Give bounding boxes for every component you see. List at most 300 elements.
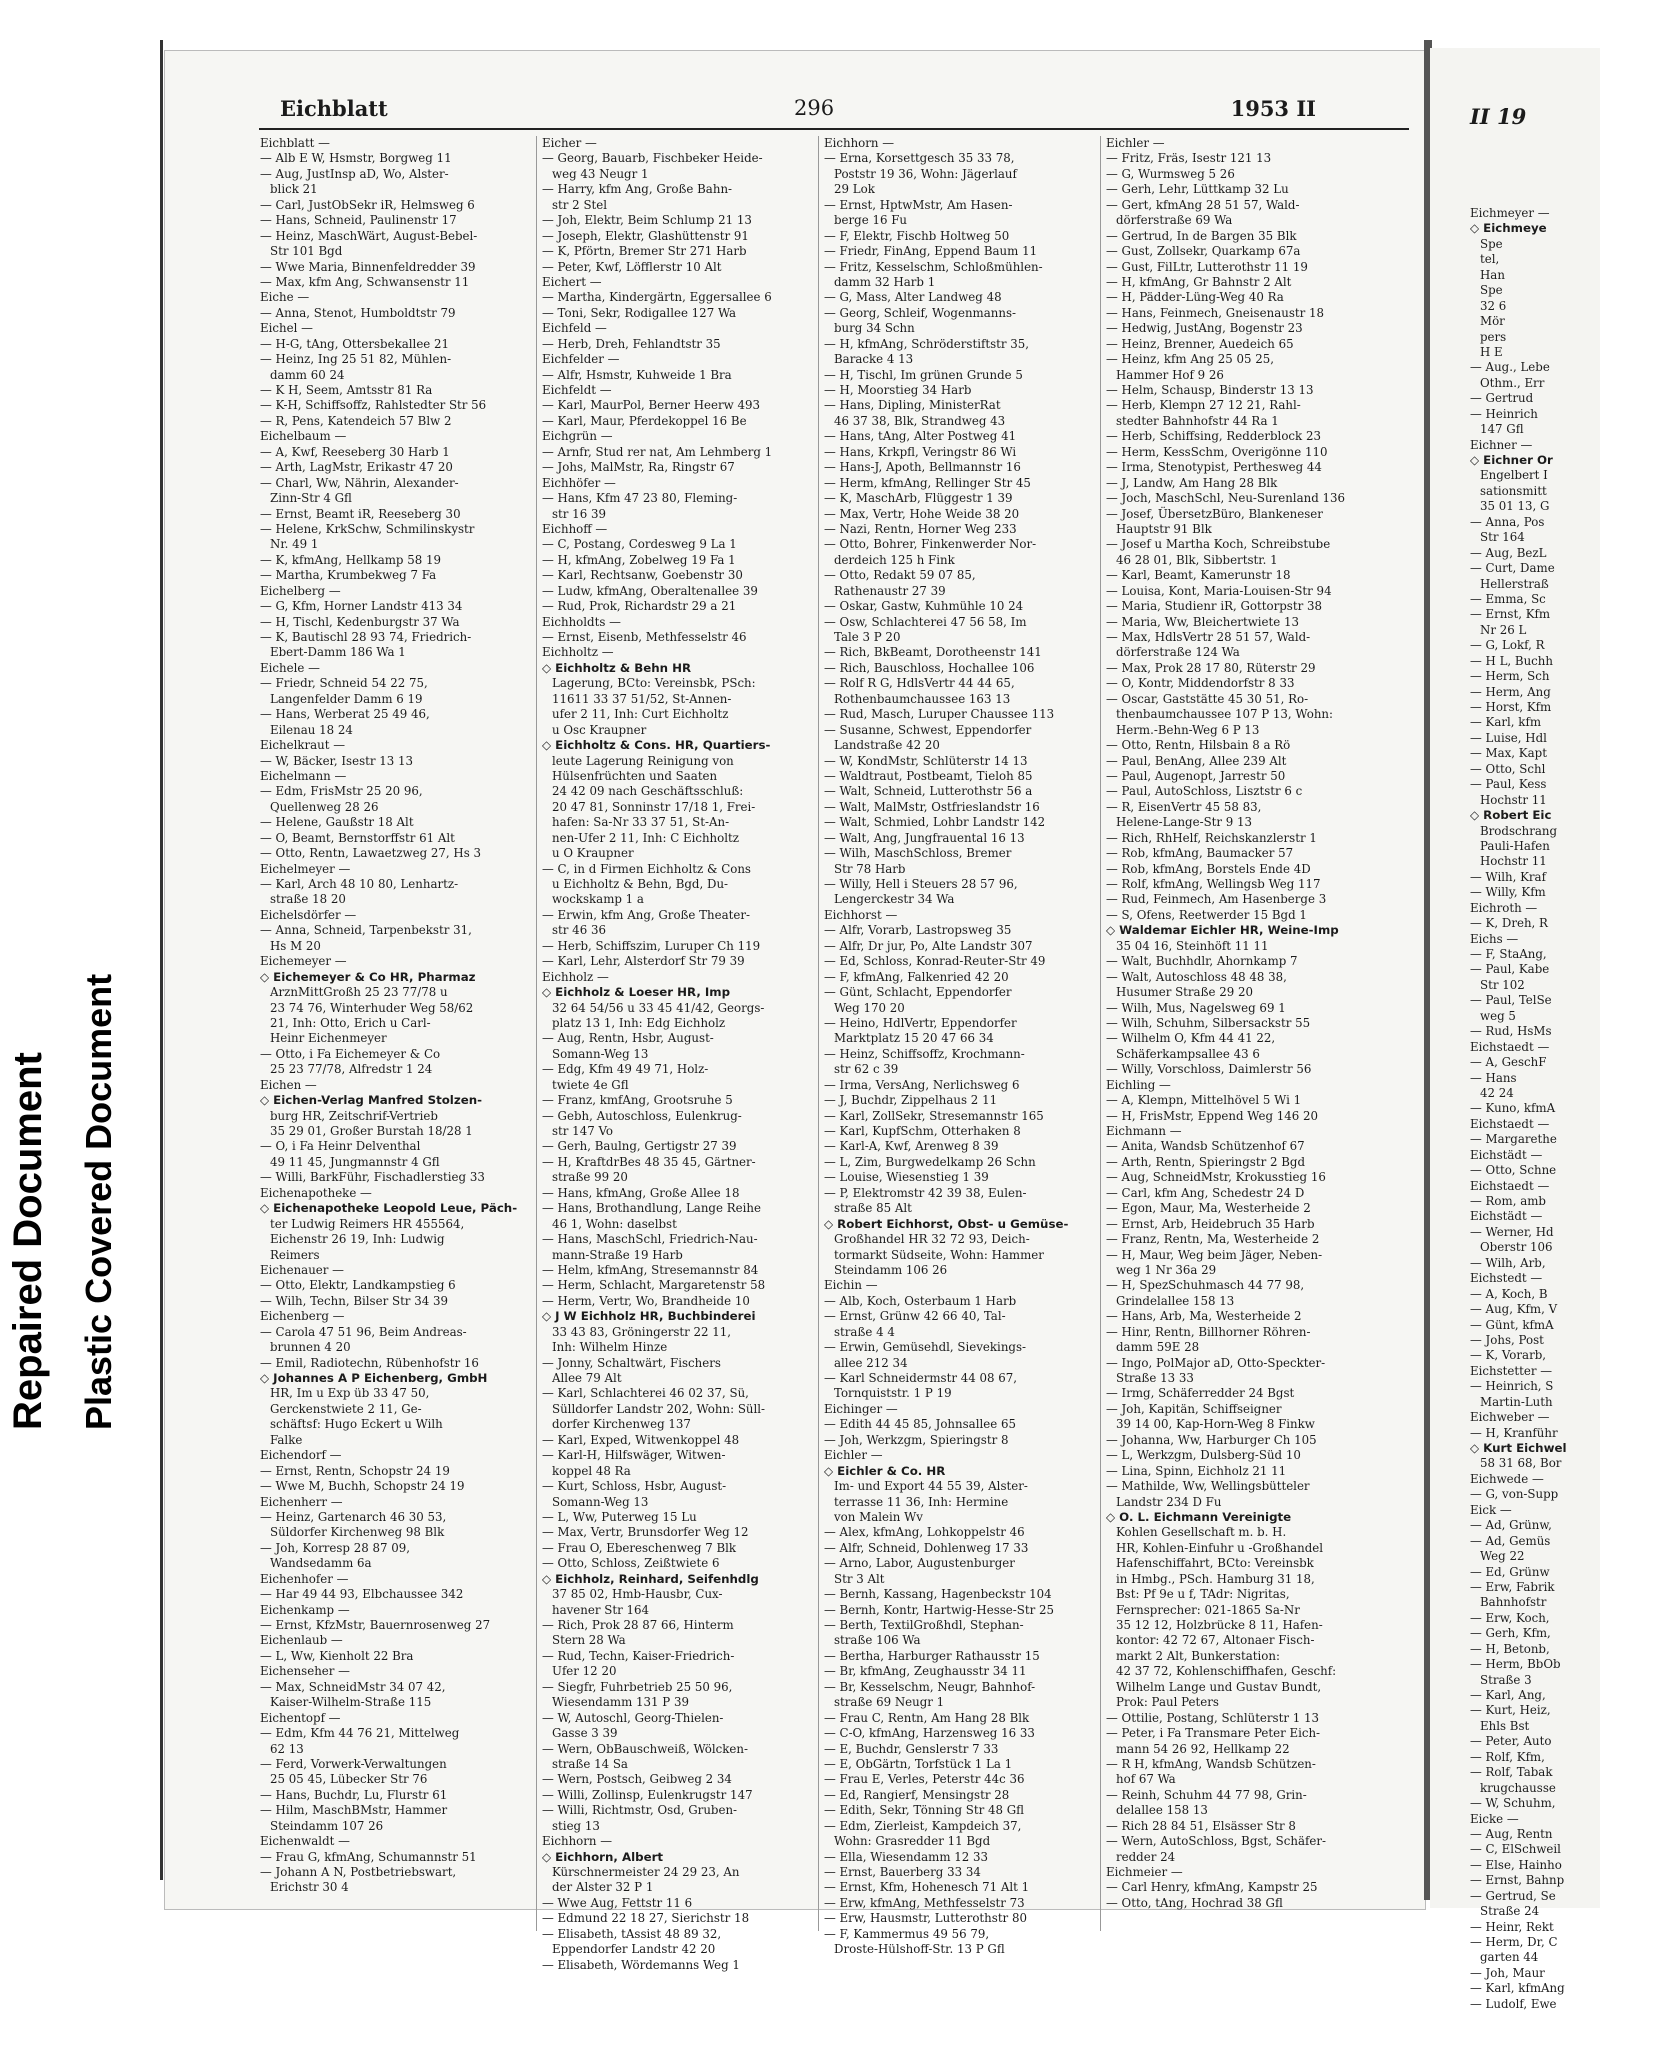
directory-entry-line: — Otto, tAng, Hochrad 38 Gfl	[1106, 1895, 1283, 1910]
directory-entry-line: Str 3 Alt	[834, 1571, 885, 1586]
directory-entry-line: — Joh, Kapitän, Schiffseigner	[1106, 1401, 1282, 1416]
directory-entry-line: — Ludolf, Ewe	[1470, 1996, 1557, 2011]
directory-entry-line: — Otto, Schl	[1470, 761, 1546, 776]
directory-entry-line: Eichenstr 26 19, Inh: Ludwig	[270, 1232, 445, 1247]
directory-entry-line: — Otto, Schloss, Zeißtwiete 6	[542, 1556, 720, 1571]
directory-entry-line: — H, Betonb,	[1470, 1641, 1550, 1656]
directory-entry-line: derdeich 125 h Fink	[834, 552, 955, 567]
directory-entry-line: — Paul, Kess	[1470, 777, 1547, 792]
directory-entry-line: — Arnfr, Stud rer nat, Am Lehmberg 1	[542, 444, 773, 459]
directory-entry-line: — Reinh, Schuhm 44 77 98, Grin-	[1106, 1787, 1307, 1802]
directory-entry-line: — Willi, Richtmstr, Osd, Gruben-	[542, 1803, 738, 1818]
directory-entry-line: — Jonny, Schaltwärt, Fischers	[542, 1355, 721, 1370]
directory-entry-line: — E, ObGärtn, Torfstück 1 La 1	[824, 1756, 1013, 1771]
directory-entry-line: — Rom, amb	[1470, 1194, 1546, 1208]
directory-entry-line: 46 28 01, Blk, Sibbertstr. 1	[1116, 552, 1278, 567]
directory-entry-line: — Ernst, Bahnp	[1470, 1873, 1565, 1888]
directory-entry-line: — Ad, Gemüs	[1470, 1533, 1551, 1548]
directory-entry-line: — Willi, BarkFühr, Fischadlerstieg 33	[260, 1170, 485, 1185]
directory-entry-line: Marktplatz 15 20 47 66 34	[834, 1031, 994, 1046]
surname-heading: Eichstädt —	[1470, 1209, 1543, 1224]
directory-entry-line: — Franz, kmfAng, Grootsruhe 5	[542, 1093, 733, 1108]
directory-entry-line: Im- und Export 44 55 39, Alster-	[834, 1479, 1028, 1494]
year-volume: 1953 II	[1230, 96, 1316, 121]
directory-entry-line: Falke	[270, 1432, 303, 1447]
directory-entry-line: — Paul, Kabe	[1470, 962, 1550, 977]
directory-entry-line: — Erw, Fabrik	[1470, 1579, 1555, 1594]
directory-entry-line: straße 18 20	[270, 892, 346, 907]
directory-entry-line: garten 44	[1480, 1950, 1539, 1965]
directory-entry-line: — Hans, MaschSchl, Friedrich-Nau-	[542, 1232, 758, 1247]
surname-heading: Eichler —	[1106, 136, 1165, 150]
directory-entry-line: Oberstr 106	[1480, 1240, 1553, 1255]
directory-entry-line: Hellerstraß	[1480, 576, 1549, 591]
directory-entry-line: — Rob, kfmAng, Borstels Ende 4D	[1106, 861, 1311, 876]
directory-entry-line: Lengerckestr 34 Wa	[834, 892, 955, 907]
directory-entry-line: — Herb, Schiffszim, Luruper Ch 119	[542, 938, 761, 953]
directory-entry-line: — Heinz, kfm Ang 25 05 25,	[1106, 352, 1275, 367]
directory-entry-line: — Kuno, kfmA	[1470, 1101, 1556, 1116]
directory-entry-line: — Walt, Ang, Jungfrauental 16 13	[824, 830, 1025, 845]
directory-entry-line: — F, kfmAng, Falkenried 42 20	[824, 969, 1009, 984]
surname-heading: Eichfeldt —	[542, 383, 612, 397]
directory-entry-line: — Ernst, HptwMstr, Am Hasen-	[824, 197, 1013, 212]
surname-heading: Eicke —	[1470, 1811, 1519, 1826]
directory-entry-line: — Ed, Grünw	[1470, 1564, 1550, 1579]
directory-entry-line: 42 24	[1480, 1085, 1514, 1100]
directory-entry-line: — Hinr, Rentn, Billhorner Röhren-	[1106, 1324, 1311, 1339]
directory-entry-line: 42 37 72, Kohlenschiffhafen, Geschf:	[1116, 1664, 1337, 1679]
surname-heading: Eichelmann —	[260, 768, 347, 783]
directory-entry-line: — Josef u Martha Koch, Schreibstube	[1106, 537, 1331, 552]
directory-entry-line: Gasse 3 39	[552, 1726, 618, 1741]
directory-entry-line: — Karl, Ang,	[1470, 1688, 1546, 1702]
directory-entry-line: — Gertrud, In de Bargen 35 Blk	[1106, 228, 1297, 243]
directory-entry-line: — Karl, Lehr, Alsterdorf Str 79 39	[542, 954, 745, 969]
surname-heading: Eichner —	[1470, 437, 1533, 452]
directory-entry-line: — Heino, HdlVertr, Eppendorfer	[824, 1015, 1017, 1030]
directory-entry-line: — Ernst, Beamt iR, Reeseberg 30	[260, 506, 461, 521]
directory-entry-line: — Aug, JustInsp aD, Wo, Alster-	[260, 166, 449, 181]
directory-entry-line: — Willy, Hell i Steuers 28 57 96,	[824, 877, 1018, 891]
directory-entry-line: — Erwin, kfm Ang, Große Theater-	[542, 907, 750, 922]
directory-entry-line: markt 2 Alt, Bunkerstation:	[1116, 1648, 1280, 1663]
surname-heading: Eichs —	[1470, 931, 1519, 946]
directory-entry-line: — Erna, Korsettgesch 35 33 78,	[824, 151, 1015, 166]
directory-entry-line: — Karl, Arch 48 10 80, Lenhartz-	[260, 877, 459, 891]
directory-entry-line: — Karl, KupfSchm, Otterhaken 8	[824, 1124, 1021, 1138]
directory-entry-line: Wiesendamm 131 P 39	[552, 1695, 689, 1710]
directory-entry-line: Somann-Weg 13	[552, 1494, 649, 1509]
header-rule	[259, 128, 1409, 130]
directory-entry-line: ◇ Eichhorn, Albert	[542, 1849, 664, 1864]
directory-entry-line: pers	[1480, 329, 1507, 344]
directory-entry-line: burg 34 Schn	[834, 321, 915, 336]
directory-entry-line: — Karl, kfm	[1470, 715, 1542, 730]
directory-entry-line: — Otto, Bohrer, Finkenwerder Nor-	[824, 537, 1037, 552]
directory-entry-line: — Paul, AutoSchloss, Lisztstr 6 c	[1106, 784, 1303, 799]
directory-entry-line: 62 13	[270, 1741, 304, 1756]
directory-entry-line: Sülldorfer Landstr 202, Wohn: Süll-	[552, 1401, 766, 1416]
directory-entry-line: 20 47 81, Sonninstr 17/18 1, Frei-	[552, 799, 756, 814]
directory-entry-line: — Maria, Ww, Bleichertwiete 13	[1106, 614, 1300, 629]
directory-entry-line: — Oskar, Gastw, Kuhmühle 10 24	[824, 599, 1024, 614]
directory-entry-line: — Alfr, Vorarb, Lastropsweg 35	[824, 923, 1012, 938]
directory-entry-line: ◇ Johannes A P Eichenberg, GmbH	[260, 1371, 488, 1385]
directory-entry-line: Hochstr 11	[1480, 854, 1547, 869]
directory-entry-line: — G, Lokf, R	[1470, 638, 1545, 653]
directory-entry-line: 35 29 01, Großer Burstah 18/28 1	[270, 1124, 473, 1138]
directory-entry-line: — Rud, HsMs	[1470, 1024, 1552, 1039]
surname-heading: Eichweber —	[1470, 1410, 1550, 1425]
directory-entry-line: — Louise, Wiesenstieg 1 39	[824, 1170, 989, 1185]
directory-entry-line: — Aug., Lebe	[1470, 360, 1550, 375]
directory-entry-line: weg 5	[1480, 1008, 1516, 1023]
directory-entry-line: — Willi, Zollinsp, Eulenkrugstr 147	[542, 1787, 753, 1802]
directory-entry-line: Helene-Lange-Str 9 13	[1116, 815, 1253, 830]
surname-heading: Eichfeld —	[542, 321, 607, 336]
directory-entry-line: — P, Elektromstr 42 39 38, Eulen-	[824, 1185, 1027, 1200]
directory-entry-line: — Gerh, Baulng, Gertigstr 27 39	[542, 1139, 737, 1154]
directory-entry-line: — H, Maur, Weg beim Jäger, Neben-	[1106, 1247, 1323, 1262]
directory-entry-line: der Alster 32 P 1	[552, 1880, 654, 1895]
surname-heading: Eick —	[1470, 1502, 1512, 1517]
column-2	[542, 136, 810, 1973]
directory-entry-line: Straße 24	[1480, 1904, 1540, 1919]
directory-entry-line: ◇ Robert Eichhorst, Obst- u Gemüse-	[824, 1216, 1069, 1231]
directory-entry-line: — Heinz, MaschWärt, August-Bebel-	[260, 228, 478, 243]
directory-entry-line: — C, Postang, Cordesweg 9 La 1	[542, 537, 737, 552]
surname-heading: Eichholdts —	[542, 614, 621, 629]
directory-entry-line: — Osw, Schlachterei 47 56 58, Im	[824, 614, 1027, 629]
directory-entry-line: — Herm, Ang	[1470, 684, 1551, 699]
directory-entry-line: — Edm, FrisMstr 25 20 96,	[260, 784, 423, 799]
directory-entry-line: berge 16 Fu	[834, 213, 907, 228]
directory-entry-line: Wilhelm Lange und Gustav Bundt,	[1116, 1679, 1322, 1694]
column-divider	[536, 136, 537, 1931]
directory-entry-line: — Josef, ÜbersetzBüro, Blankeneser	[1106, 506, 1323, 521]
directory-entry-line: Herm.-Behn-Weg 6 P 13	[1116, 722, 1260, 737]
surname-heading: Eichblatt —	[260, 136, 330, 150]
directory-entry-line: — Arth, Rentn, Spieringstr 2 Bgd	[1106, 1154, 1306, 1169]
directory-entry-line: — Karl-A, Kwf, Arenweg 8 39	[824, 1139, 999, 1154]
column-divider	[1100, 136, 1101, 1931]
directory-entry-line: — Rolf, Tabak	[1470, 1765, 1553, 1780]
directory-entry-line: — Br, kfmAng, Zeughausstr 34 11	[824, 1664, 1027, 1679]
surname-heading: Eichstaedt —	[1470, 1116, 1550, 1131]
directory-entry-line: — Aug, BezL	[1470, 545, 1547, 560]
directory-entry-line: — L, Zim, Burgwedelkamp 26 Schn	[824, 1154, 1036, 1169]
directory-entry-line: — Helene, KrkSchw, Schmilinskystr	[260, 521, 475, 536]
directory-entry-line: — H, FrisMstr, Eppend Weg 146 20	[1106, 1108, 1319, 1123]
directory-entry-line: Eilenau 18 24	[270, 722, 353, 737]
directory-entry-line: — Hans, Buchdr, Lu, Flurstr 61	[260, 1787, 448, 1802]
directory-entry-line: — Herm, KessSchm, Overigönne 110	[1106, 444, 1328, 459]
directory-entry-line: — Helm, kfmAng, Stresemannstr 84	[542, 1262, 759, 1277]
page-number: 296	[794, 96, 835, 120]
directory-entry-line: — Kurt, Heiz,	[1470, 1703, 1551, 1718]
directory-entry-line: — Herm, Sch	[1470, 669, 1550, 684]
directory-entry-line: — Joh, Korresp 28 87 09,	[260, 1540, 410, 1555]
directory-entry-line: tormarkt Südseite, Wohn: Hammer	[834, 1247, 1044, 1262]
directory-entry-line: — Max, kfm Ang, Schwansenstr 11	[260, 274, 470, 289]
directory-entry-line: — L, Werkzgm, Dulsberg-Süd 10	[1106, 1448, 1301, 1463]
directory-entry-line: — Nazi, Rentn, Horner Weg 233	[824, 521, 1017, 536]
directory-entry-line: Gerckenstwiete 2 11, Ge-	[270, 1401, 422, 1416]
directory-entry-line: Schäferkampsallee 43 6	[1116, 1046, 1260, 1061]
surname-heading: Eichmann —	[1106, 1124, 1182, 1138]
directory-entry-line: 147 Gfl	[1480, 422, 1524, 437]
directory-entry-line: koppel 48 Ra	[552, 1463, 631, 1478]
directory-entry-line: platz 13 1, Inh: Edg Eichholz	[552, 1015, 726, 1030]
directory-entry-line: — K, kfmAng, Hellkamp 58 19	[260, 552, 441, 567]
directory-entry-line: Rothenbaumchaussee 163 13	[834, 691, 1011, 706]
directory-entry-line: — Walt, MalMstr, Ostfrieslandstr 16	[824, 799, 1040, 814]
facing-page-header: II 19	[1470, 104, 1527, 129]
directory-entry-line: — Hans, Feinmech, Gneisenaustr 18	[1106, 305, 1325, 320]
directory-entry-line: — Toni, Sekr, Rodigallee 127 Wa	[542, 305, 737, 320]
directory-entry-line: Eppendorfer Landstr 42 20	[552, 1942, 716, 1957]
directory-entry-line: — Rich, Prok 28 87 66, Hinterm	[542, 1618, 734, 1632]
directory-entry-line: Großhandel HR 32 72 93, Deich-	[834, 1232, 1030, 1247]
directory-entry-line: — Irmg, Schäferredder 24 Bgst	[1106, 1386, 1295, 1401]
directory-entry-line: Nr. 49 1	[270, 537, 319, 552]
directory-entry-line: — Fritz, Fräs, Isestr 121 13	[1106, 151, 1272, 166]
directory-entry-line: — Wern, ObBauschweiß, Wölcken-	[542, 1741, 748, 1756]
page-header	[164, 96, 1426, 126]
directory-entry-line: 35 01 13, G	[1480, 499, 1550, 514]
surname-heading: Eichstädt —	[1470, 1147, 1543, 1162]
directory-entry-line: ter Ludwig Reimers HR 455564,	[270, 1216, 465, 1231]
directory-entry-line: — Carl, JustObSekr iR, Helmsweg 6	[260, 197, 475, 212]
directory-entry-line: — Edg, Kfm 49 49 71, Holz-	[542, 1062, 709, 1077]
directory-entry-line: — Rud, Prok, Richardstr 29 a 21	[542, 599, 737, 614]
directory-entry-line: — Walt, Schneid, Lutterothstr 56 a	[824, 784, 1033, 799]
directory-entry-line: Grindelallee 158 13	[1116, 1293, 1235, 1308]
directory-entry-line: — Ottilie, Postang, Schlüterstr 1 13	[1106, 1710, 1320, 1725]
directory-entry-line: — S, Ofens, Reetwerder 15 Bgd 1	[1106, 907, 1307, 922]
directory-entry-line: — Karl, kfmAng	[1470, 1981, 1565, 1996]
directory-entry-line: — Carl Henry, kfmAng, Kampstr 25	[1106, 1880, 1318, 1895]
directory-entry-line: Ehls Bst	[1480, 1718, 1530, 1733]
directory-entry-line: — Ferd, Vorwerk-Verwaltungen	[260, 1756, 447, 1771]
surname-heading: Eichhoff —	[542, 521, 608, 536]
directory-entry-line: — Arth, LagMstr, Erikastr 47 20	[260, 460, 453, 475]
directory-entry-line: Str 102	[1480, 977, 1525, 992]
directory-entry-line: — W, Schuhm,	[1470, 1796, 1556, 1811]
directory-entry-line: — Ad, Grünw,	[1470, 1518, 1552, 1533]
directory-entry-line: ufer 2 11, Inh: Curt Eichholtz	[552, 707, 729, 722]
directory-entry-line: damm 60 24	[270, 367, 345, 382]
directory-entry-line: Tornquiststr. 1 P 19	[834, 1386, 952, 1401]
directory-entry-line: Rathenaustr 27 39	[834, 583, 946, 598]
directory-entry-line: Heinr Eichenmeyer	[270, 1031, 387, 1046]
directory-entry-line: — Gust, FilLtr, Lutterothstr 11 19	[1106, 259, 1308, 274]
directory-entry-line: Wandsedamm 6a	[270, 1556, 372, 1571]
directory-entry-line: — Ernst, Kfm	[1470, 607, 1551, 622]
surname-heading: Eichenhofer —	[260, 1571, 349, 1586]
directory-entry-line: ArznMittGroßh 25 23 77/78 u	[270, 985, 448, 1000]
directory-entry-line: — Wilh, Kraf	[1470, 869, 1546, 884]
surname-heading: Eichling —	[1106, 1077, 1171, 1092]
directory-entry-line: — Luise, Hdl	[1470, 730, 1547, 745]
directory-entry-line: — Günt, Schlacht, Eppendorfer	[824, 985, 1012, 1000]
directory-entry-line: — Rich, Bauschloss, Hochallee 106	[824, 660, 1035, 675]
directory-entry-line: — Rich, BkBeamt, Dorotheenstr 141	[824, 645, 1042, 660]
directory-entry-line: — Rud, Feinmech, Am Hasenberge 3	[1106, 892, 1327, 907]
directory-entry-line: — A, Kwf, Reeseberg 30 Harb 1	[260, 444, 450, 459]
directory-entry-line: — K, Bautischl 28 93 74, Friedrich-	[260, 630, 472, 644]
directory-entry-line: — Bernh, Kontr, Hartwig-Hesse-Str 25	[824, 1602, 1054, 1617]
directory-entry-line: Tale 3 P 20	[834, 630, 901, 644]
surname-heading: Eichholtz —	[542, 645, 614, 660]
directory-entry-line: — Erw, Koch,	[1470, 1610, 1550, 1625]
directory-entry-line: Prok: Paul Peters	[1116, 1695, 1219, 1710]
directory-entry-line: Martin-Luth	[1480, 1394, 1553, 1409]
directory-entry-line: stieg 13	[552, 1818, 600, 1833]
directory-entry-line: — G, Mass, Alter Landweg 48	[824, 290, 1002, 305]
directory-entry-line: — Frau E, Verles, Peterstr 44c 36	[824, 1772, 1025, 1787]
surname-heading: Eichwede —	[1470, 1471, 1544, 1486]
directory-entry-line: — Gerh, Lehr, Lüttkamp 32 Lu	[1106, 182, 1289, 197]
directory-entry-line: — Helene, Gaußstr 18 Alt	[260, 815, 414, 830]
directory-entry-line: Spe	[1480, 283, 1503, 298]
directory-entry-line: — Rich 28 84 51, Elsässer Str 8	[1106, 1818, 1296, 1833]
directory-entry-line: — K-H, Schiffsoffz, Rahlstedter Str 56	[260, 398, 487, 413]
directory-entry-line: allee 212 34	[834, 1355, 908, 1370]
column-3	[824, 136, 1092, 1958]
directory-entry-line: — Joch, MaschSchl, Neu-Surenland 136	[1106, 491, 1346, 506]
directory-entry-line: — Waldtraut, Postbeamt, Tieloh 85	[824, 768, 1033, 783]
directory-entry-line: straße 4 4	[834, 1324, 895, 1339]
directory-entry-line: — J, Landw, Am Hang 28 Blk	[1106, 475, 1278, 490]
directory-entry-line: Hülsenfrüchten und Saaten	[552, 768, 718, 783]
surname-heading: Eichstetter —	[1470, 1363, 1553, 1378]
surname-heading: Eiche —	[260, 290, 310, 305]
surname-heading: Eichin —	[824, 1278, 878, 1293]
directory-entry-line: Inh: Wilhelm Hinze	[552, 1340, 668, 1355]
directory-entry-line: — Herm, Dr, C	[1470, 1935, 1558, 1949]
directory-entry-line: — Karl-H, Hilfswäger, Witwen-	[542, 1448, 726, 1463]
directory-entry-line: — Elisabeth, tAssist 48 89 32,	[542, 1926, 722, 1941]
surname-heading: Eichfelder —	[542, 352, 620, 367]
directory-entry-line: tel,	[1480, 252, 1500, 267]
directory-entry-line: dörferstraße 69 Wa	[1116, 213, 1233, 228]
directory-entry-line: — Otto, i Fa Eichemeyer & Co	[260, 1046, 441, 1061]
directory-entry-line: Husumer Straße 29 20	[1116, 985, 1253, 1000]
directory-entry-line: Hs M 20	[270, 938, 321, 953]
directory-entry-line: — Herm, BbOb	[1470, 1657, 1561, 1672]
directory-entry-line: — Alfr, Schneid, Dohlenweg 17 33	[824, 1540, 1029, 1555]
directory-entry-line: — C, in d Firmen Eichholtz & Cons	[542, 861, 751, 876]
surname-heading: Eichel —	[260, 321, 313, 336]
surname-heading: Eichele —	[260, 660, 320, 675]
directory-entry-line: — G, von-Supp	[1470, 1487, 1559, 1502]
directory-entry-line: Poststr 19 36, Wohn: Jägerlauf	[834, 166, 1017, 181]
directory-entry-line: — Ernst, Bauerberg 33 34	[824, 1865, 981, 1879]
directory-entry-line: — Anita, Wandsb Schützenhof 67	[1106, 1139, 1305, 1154]
directory-entry-line: — Aug, Rentn	[1470, 1826, 1553, 1841]
directory-entry-line: ◇ Eichmeye	[1470, 221, 1547, 236]
directory-entry-line: — Hedwig, JustAng, Bogenstr 23	[1106, 321, 1303, 336]
directory-entry-line: — Paul, TelSe	[1470, 993, 1552, 1008]
directory-entry-line: — H, kfmAng, Schröderstiftstr 35,	[824, 336, 1030, 351]
surname-heading: Eichhöfer —	[542, 475, 616, 490]
directory-entry-line: — Charl, Ww, Nährin, Alexander-	[260, 475, 459, 490]
directory-entry-line: — Hilm, MaschBMstr, Hammer	[260, 1803, 448, 1818]
directory-entry-line: twiete 4e Gfl	[552, 1077, 629, 1092]
directory-entry-line: 25 05 45, Lübecker Str 76	[270, 1772, 428, 1787]
directory-entry-line: — Else, Hainho	[1470, 1857, 1562, 1872]
directory-entry-line: krugchausse	[1480, 1780, 1556, 1795]
directory-entry-line: Baracke 4 13	[834, 352, 914, 367]
directory-entry-line: — L, Ww, Kienholt 22 Bra	[260, 1648, 414, 1663]
directory-entry-line: — Heinz, Ing 25 51 82, Mühlen-	[260, 352, 452, 367]
directory-entry-line: Str 164	[1480, 530, 1525, 545]
directory-entry-line: — Walt, Autoschloss 48 48 38,	[1106, 969, 1287, 984]
directory-entry-line: — Alfr, Hsmstr, Kuhweide 1 Bra	[542, 367, 732, 382]
directory-entry-line: — Peter, i Fa Transmare Peter Eich-	[1106, 1726, 1321, 1741]
directory-entry-line: — Helm, Schausp, Binderstr 13 13	[1106, 383, 1314, 397]
directory-entry-line: thenbaumchaussee 107 P 13, Wohn:	[1116, 707, 1334, 722]
directory-entry-line: — Anna, Stenot, Humboldtstr 79	[260, 305, 456, 320]
directory-entry-line: Weg 170 20	[834, 1000, 905, 1015]
directory-entry-line: — Anna, Schneid, Tarpenbekstr 31,	[260, 923, 472, 938]
directory-entry-line: str 2 Stel	[552, 197, 608, 212]
directory-entry-line: — H, Kranführ	[1470, 1425, 1558, 1440]
directory-entry-line: 46 1, Wohn: daselbst	[552, 1216, 677, 1231]
directory-entry-line: — K, Vorarb,	[1470, 1348, 1547, 1363]
directory-entry-line: — Edm, Zierleist, Kampdeich 37,	[824, 1818, 1022, 1833]
directory-entry-line: — Otto, Rentn, Hilsbain 8 a Rö	[1106, 738, 1291, 753]
directory-entry-line: — Joh, Elektr, Beim Schlump 21 13	[542, 213, 752, 228]
directory-entry-line: — H, Pädder-Lüng-Weg 40 Ra	[1106, 290, 1284, 305]
directory-entry-line: schäftsf: Hugo Eckert u Wilh	[270, 1417, 443, 1432]
directory-entry-line: — Ernst, Grünw 42 66 40, Tal-	[824, 1309, 1006, 1324]
surname-heading: Eichstaedt —	[1470, 1039, 1550, 1054]
directory-entry-line: — Carola 47 51 96, Beim Andreas-	[260, 1324, 467, 1339]
directory-entry-line: straße 69 Neugr 1	[834, 1695, 945, 1710]
directory-entry-line: — A, Koch, B	[1470, 1286, 1548, 1301]
directory-entry-line: ◇ Eichler & Co. HR	[824, 1463, 946, 1478]
directory-entry-line: 37 85 02, Hmb-Hausbr, Cux-	[552, 1587, 723, 1602]
directory-entry-line: — Wilh, MaschSchloss, Bremer	[824, 846, 1012, 861]
directory-entry-line: ◇ O. L. Eichmann Vereinigte	[1106, 1509, 1292, 1524]
directory-page	[164, 50, 1426, 1972]
directory-entry-line: — E, Buchdr, Genslerstr 7 33	[824, 1741, 999, 1756]
directory-entry-line: — Carl, kfm Ang, Schedestr 24 D	[1106, 1185, 1305, 1200]
directory-entry-line: — Wwe M, Buchh, Schopstr 24 19	[260, 1479, 465, 1494]
directory-entry-line: — Wern, AutoSchloss, Bgst, Schäfer-	[1106, 1834, 1326, 1849]
directory-entry-line: redder 24	[1116, 1849, 1176, 1864]
directory-entry-line: — L, Ww, Puterweg 15 Lu	[542, 1509, 697, 1524]
directory-entry-line: — Martha, Krumbekweg 7 Fa	[260, 568, 437, 583]
directory-entry-line: — Heinz, Brenner, Auedeich 65	[1106, 336, 1294, 351]
directory-entry-line: — Ernst, Arb, Heidebruch 35 Harb	[1106, 1216, 1315, 1231]
directory-entry-line: — Paul, Augenopt, Jarrestr 50	[1106, 768, 1286, 783]
directory-entry-line: — Max, Vertr, Brunsdorfer Weg 12	[542, 1525, 749, 1540]
directory-entry-line: — H-G, tAng, Ottersbekallee 21	[260, 336, 450, 351]
directory-entry-line: — Herm, kfmAng, Rellinger Str 45	[824, 475, 1031, 490]
surname-heading: Eichhorn —	[542, 1834, 613, 1849]
directory-entry-line: — Wilh, Mus, Nagelsweg 69 1	[1106, 1000, 1286, 1015]
directory-entry-line: — Walt, Schmied, Lohbr Landstr 142	[824, 815, 1046, 830]
directory-entry-line: ◇ Eichholz & Loeser HR, Imp	[542, 985, 731, 1000]
directory-entry-line: in Hmbg., PSch. Hamburg 31 18,	[1116, 1571, 1315, 1586]
directory-entry-line: — Heinz, Schiffsoffz, Krochmann-	[824, 1046, 1025, 1061]
directory-entry-line: — Frau C, Rentn, Am Hang 28 Blk	[824, 1710, 1030, 1725]
directory-entry-line: — H L, Buchh	[1470, 653, 1553, 668]
